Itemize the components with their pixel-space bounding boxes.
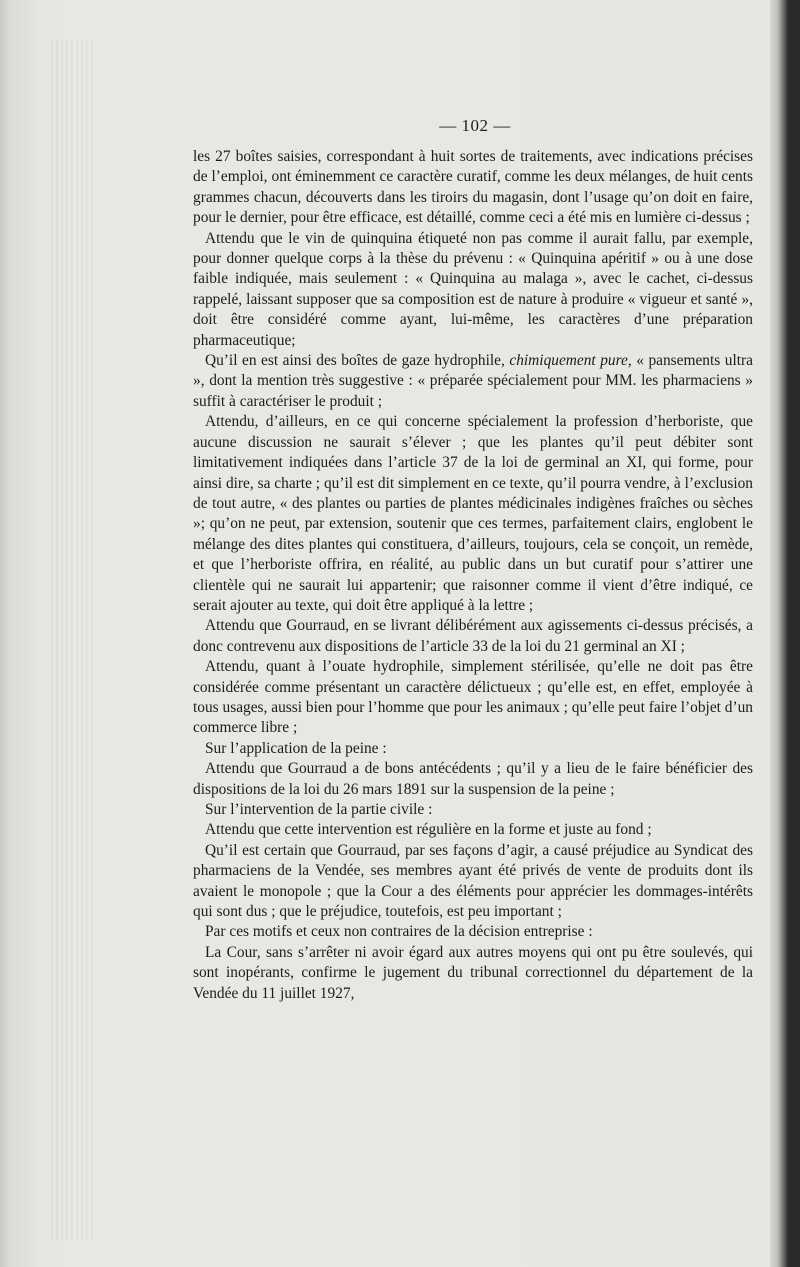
- paragraph-5: Attendu que Gourraud, en se livrant délibérément aux agissements ci-dessus précisés, a donc contrevenu aux dispositions de l’article 33 de la loi du 21 germinal an XI ;: [193, 617, 753, 655]
- paragraph-6: Attendu, quant à l’ouate hydrophile, simplement stérilisée, qu’elle ne doit pas être considérée comme présentant un caractère délictueux ; qu’elle est, en effet, employée à tous usages, aussi bien pour l’homme que pour les animaux ; qu’elle peut faire l’objet d’un commerce libre ;: [193, 658, 753, 737]
- paragraph-3-after: , « pansements ultra », dont la mention très suggestive : « préparée spécialement pour MM. les pharmaciens » suffit à caractériser le produit ;: [193, 352, 753, 410]
- paragraph-3-before: Qu’il en est ainsi des boîtes de gaze hydrophile,: [205, 352, 510, 370]
- paragraph-10: Attendu que cette intervention est régulière en la forme et juste au fond ;: [205, 821, 652, 839]
- paragraph-2: Attendu que le vin de quinquina étiqueté non pas comme il aurait fallu, par exemple, pour donner quelque corps à la thèse du prévenu : « Quinquina apéritif » ou à une dose faible indiquée, mais seulement : « Quinquina au malaga », avec le cachet, ci-dessus rappelé, laissant supposer que sa composition est de nature à produire « vigueur et santé », doit être considéré comme ayant, lui-même, les caractères d’une préparation pharmaceutique;: [193, 229, 753, 349]
- paragraph-11: Qu’il est certain que Gourraud, par ses façons d’agir, a causé préjudice au Syndicat des pharmaciens de la Vendée, ses membres ayant été privés de vente de produits dont ils avaient le monopole ; que la Cour a des éléments pour apprécier les dommages-intérêts qui sont dus ; que le préjudice, toutefois, est peu important ;: [193, 841, 753, 921]
- paragraph-12: Par ces motifs et ceux non contraires de la décision entreprise :: [205, 923, 593, 941]
- paragraph-13: La Cour, sans s’arrêter ni avoir égard aux autres moyens qui ont pu être soulevés, qui sont inopérants, confirme le jugement du tribunal correctionnel du département de la Vendée du 11 juillet 1927,: [193, 943, 753, 1002]
- paragraph-3-italic: chimiquement pure: [509, 352, 628, 370]
- paragraph-8: Attendu que Gourraud a de bons antécédents ; qu’il y a lieu de le faire bénéficier des dispositions de la loi du 26 mars 1891 sur la suspension de la peine ;: [193, 760, 753, 798]
- body-text: [193, 147, 753, 1004]
- paragraph-1: les 27 boîtes saisies, correspondant à huit sortes de traitements, avec indications précises de l’emploi, ont éminemment ce caractère curatif, comme les deux mélanges, de huit cents grammes chacun, découverts dans les tiroirs du magasin, dont l’usage qu’on doit en faire, pour le dernier, pour être efficace, est détaillé, comme ceci a été mis en lumière ci-dessus ;: [193, 148, 753, 227]
- paragraph-4: Attendu, d’ailleurs, en ce qui concerne spécialement la profession d’herboriste, que aucune discussion ne saurait s’élever ; que les plantes qu’il peut débiter sont limitativement indiquées dans l’article 37 de la loi de germinal an XI, qui forme, pour ainsi dire, sa charte ; qu’il est dit simplement en ce texte, qu’il pourra vendre, à l’exclusion de tout autre, « des plantes ou parties de plantes médicinales indigènes fraîches ou sèches »; qu’on ne peut, par extension, soutenir que ces termes, parfaitement clairs, englobent le mélange des dites plantes qui constituera, d’ailleurs, toujours, cela se conçoit, un remède, et que l’herboriste offrira, en réalité, au public dans un but curatif pour s’attirer une clientèle qui ne saurait lui appartenir; que raisonner comme il vient d’être indiqué, ce serait ajouter au texte, qui doit être appliqué à la lettre ;: [193, 413, 753, 614]
- paragraph-9: Sur l’intervention de la partie civile :: [205, 801, 433, 818]
- paragraph-3: [193, 351, 753, 412]
- page-edge-shading: [48, 40, 96, 1240]
- page-number: — 102 —: [439, 116, 511, 135]
- book-spine-shadow: [770, 0, 790, 1267]
- paragraph-7: Sur l’application de la peine :: [205, 739, 387, 757]
